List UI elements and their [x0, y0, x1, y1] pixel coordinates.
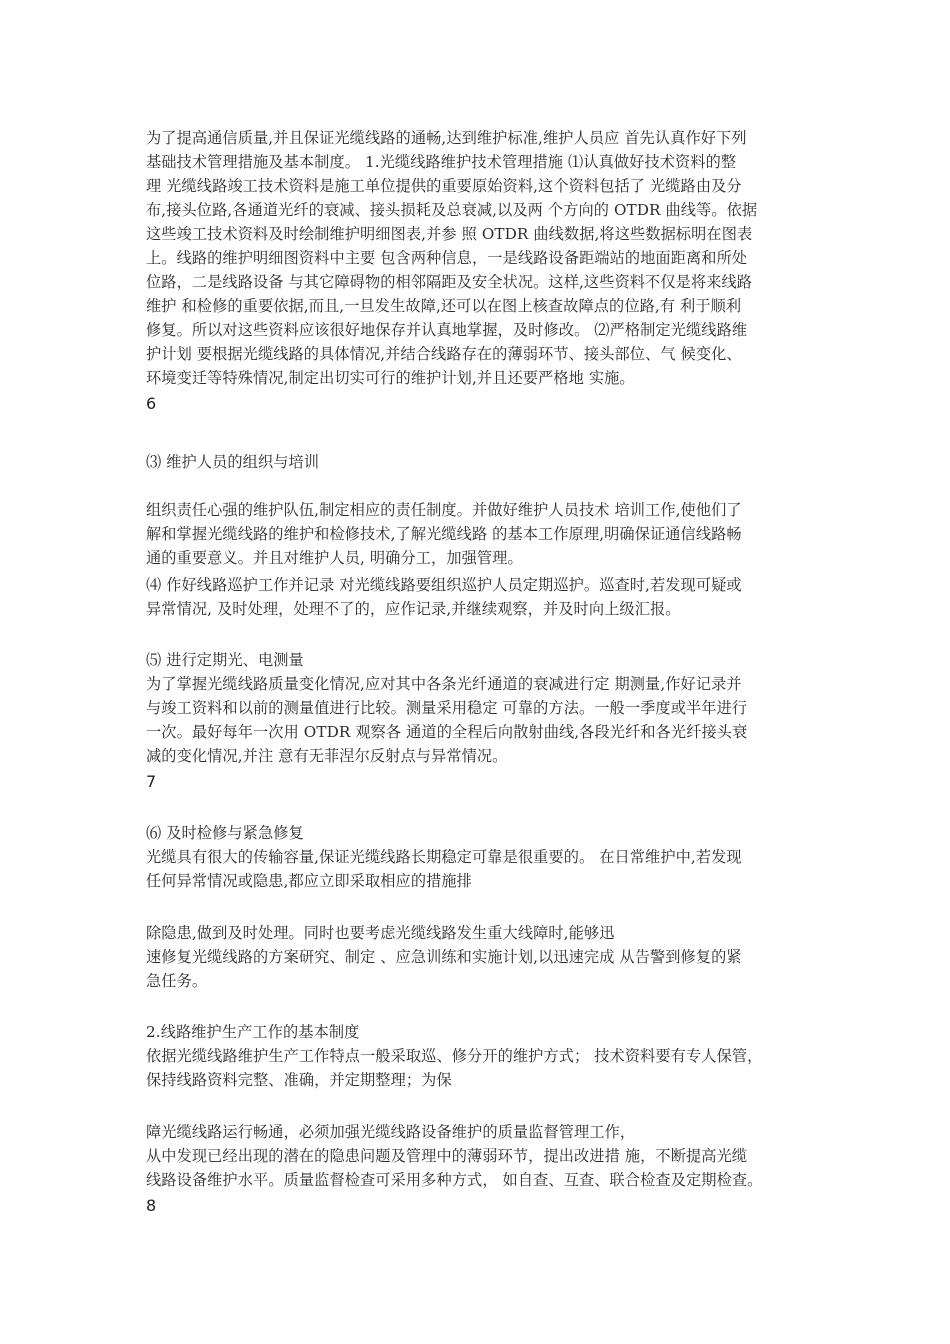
text-line: 修复。所以对这些资料应该很好地保存并认真地掌握，及时修改。 ⑵严格制定光缆线路维 — [146, 321, 748, 339]
text-line: 急任务。 — [146, 972, 208, 990]
text-line: 线路设备维护水平。质量监督检查可采用多种方式， 如自查、互查、联合检查及定期检查。 — [146, 1171, 763, 1189]
text-line: 环境变迁等特殊情况,制定出切实可行的维护计划,并且还要严格地 实施。 — [146, 369, 635, 387]
text-line: 从中发现已经出现的潜在的隐患问题及管理中的薄弱环节，提出改进措 施，不断提高光缆 — [146, 1147, 748, 1165]
text-line: 维护 和检修的重要依据,而且,一旦发生故障,还可以在图上核查故障点的位路,有 利于顺利 — [146, 297, 742, 315]
text-line: 位路，二是线路设备 与其它障碍物的相邻隔距及安全状况。这样,这些资料不仅是将来线路 — [146, 273, 753, 291]
text-line: 解和掌握光缆线路的维护和检修技术,了解光缆线路 的基本工作原理,明确保证通信线路畅 — [146, 525, 742, 543]
text-line: 组织责任心强的维护队伍,制定相应的责任制度。并做好维护人员技术 培训工作,使他们了 — [146, 501, 742, 519]
text-line: 减的变化情况,并注 意有无菲涅尔反射点与异常情况。 — [146, 747, 508, 765]
text-line: 通的重要意义。并且对维护人员, 明确分工，加强管理。 — [146, 549, 523, 567]
text-line: 布,接头位路,各通道光纤的衰减、接头损耗及总衰减,以及两 个方向的 OTDR 曲线等。依据 — [146, 201, 758, 219]
text-line: 理 光缆线路竣工技术资料是施工单位提供的重要原始资料,这个资料包括了 光缆路由及分 — [146, 177, 742, 195]
text-line: 为了提高通信质量,并且保证光缆线路的通畅,达到维护标准,维护人员应 首先认真作好下列 — [146, 129, 747, 147]
section-heading: ⑸ 进行定期光、电测量 — [146, 651, 304, 669]
text-line: 为了掌握光缆线路质量变化情况,应对其中各条光纤通道的衰减进行定 期测量,作好记录并 — [146, 675, 742, 693]
text-line: 依据光缆线路维护生产工作特点一般采取巡、修分开的维护方式； 技术资料要有专人保管， — [146, 1047, 763, 1065]
text-line: 护计划 要根据光缆线路的具体情况,并结合线路存在的薄弱环节、接头部位、气 候变化、 — [146, 345, 742, 363]
text-line: ⑷ 作好线路巡护工作并记录 对光缆线路要组织巡护人员定期巡护。巡查时,若发现可疑或 — [146, 576, 742, 594]
text-line: 一次。最好每年一次用 OTDR 观察各 通道的全程后向散射曲线,各段光纤和各光纤接头衰 — [146, 723, 748, 741]
text-line: 与竣工资料和以前的测量值进行比较。测量采用稳定 可靠的方法。一般一季度或半年进行 — [146, 699, 748, 717]
page-number: 7 — [146, 772, 157, 791]
page-number: 8 — [146, 1196, 157, 1215]
text-line: 这些竣工技术资料及时绘制维护明细图表,并参 照 OTDR 曲线数据,将这些数据标明在图表 — [146, 225, 753, 243]
text-line: 除隐患,做到及时处理。同时也要考虑光缆线路发生重大线障时,能够迅 — [146, 924, 615, 942]
text-line: 异常情况, 及时处理，处理不了的，应作记录,并继续观察，并及时向上级汇报。 — [146, 600, 681, 618]
text-line: 任何异常情况或隐患,都应立即采取相应的措施排 — [146, 872, 472, 890]
text-line: 基础技术管理措施及基本制度。 1.光缆线路维护技术管理措施 ⑴认真做好技术资料的整 — [146, 153, 737, 171]
text-line: 上。线路的维护明细图资料中主要 包含两种信息，一是线路设备距端站的地面距离和所处 — [146, 249, 748, 267]
page-number: 6 — [146, 394, 157, 413]
text-line: 光缆具有很大的传输容量,保证光缆线路长期稳定可靠是很重要的。 在日常维护中,若发现 — [146, 848, 742, 866]
text-line: 障光缆线路运行畅通，必须加强光缆线路设备维护的质量监督管理工作， — [146, 1123, 636, 1141]
text-line: 速修复光缆线路的方案研究、制定 、应急训练和实施计划,以迅速完成 从告警到修复的紧 — [146, 948, 742, 966]
section-heading: ⑹ 及时检修与紧急修复 — [146, 824, 304, 842]
section-heading: ⑶ 维护人员的组织与培训 — [146, 453, 320, 471]
text-line: 保持线路资料完整、准确，并定期整理；为保 — [146, 1071, 452, 1089]
section-heading: 2.线路维护生产工作的基本制度 — [146, 1023, 360, 1041]
